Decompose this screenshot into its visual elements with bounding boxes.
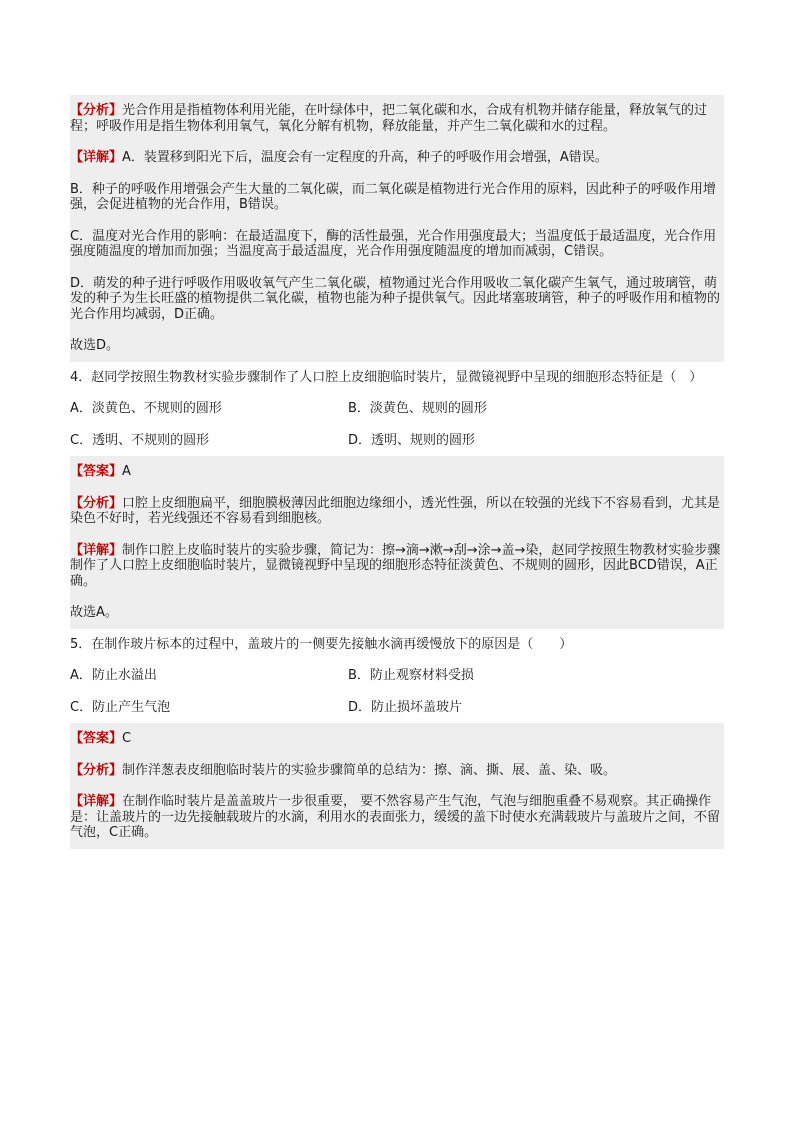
q3-detail-b: B．种子的呼吸作用增强会产生大量的二氧化碳，而二氧化碳是植物进行光合作用的原料，因此种子的呼吸作用增强，会促进植物的光合作用，B错误。 [70, 181, 716, 212]
answer-tag: 【答案】 [70, 731, 123, 746]
q5-analysis [70, 763, 724, 779]
q3-detail-a [70, 150, 724, 166]
q4-analysis-block [70, 488, 724, 535]
q3-detail-a-text: A．装置移到阳光下后，温度会有一定程度的升高，种子的呼吸作用会增强，A错误。 [122, 150, 608, 165]
q4-detail-text: 制作口腔上皮临时装片的实验步骤，简记为：擦→滴→漱→刮→涂→盖→染，赵同学按照生物教材实验步骤制作了人口腔上皮细胞临时装片，显微镜视野中呈现的细胞形态特征淡黄色、不规则的圆形，因此BCD错误，A正确。 [70, 542, 721, 589]
q5-stem: 5．在制作玻片标本的过程中，盖玻片的一侧要先接触水滴再缓慢放下的原因是（ ） [70, 636, 573, 652]
answer-tag: 【答案】 [70, 464, 123, 479]
q5-detail [70, 794, 724, 841]
document-content [70, 95, 724, 849]
q3-analysis-block [70, 95, 724, 142]
q3-choose-block [70, 330, 724, 362]
q4-option-b: B．淡黄色、规则的圆形 [348, 401, 487, 416]
q5-answer [70, 731, 724, 747]
q4-detail [70, 543, 724, 590]
q5-answer-block [70, 723, 724, 755]
q5-detail-text: 在制作临时装片是盖盖玻片一步很重要， 要不然容易产生气泡，气泡与细胞重叠不易观察。其正确操作是：让盖玻片的一边先接触载玻片的水滴，利用水的表面张力，缓缓的盖下时使水充满载玻片与盖玻片之间，不留气泡，C正确。 [70, 794, 721, 840]
q4-stem: 4．赵同学按照生物教材实验步骤制作了人口腔上皮细胞临时装片，显微镜视野中呈现的细胞形态特征是（ ） [70, 369, 703, 385]
q3-detail-b-block [70, 174, 724, 221]
q3-detail-c-block [70, 221, 724, 268]
q3-analysis [70, 103, 724, 134]
q3-analysis-text: 光合作用是指植物体利用光能，在叶绿体中，把二氧化碳和水，合成有机物并储存能量，释放氧气的过程；呼吸作用是指生物体利用氧气，氧化分解有机物，释放能量，并产生二氧化碳和水的过程。 [70, 103, 708, 134]
analysis-tag: 【分析】 [70, 495, 123, 511]
q5-option-b: B．防止观察材料受损 [348, 668, 474, 683]
q4-option-a: A．淡黄色、不规则的圆形 [70, 401, 222, 416]
q5-answer-text: C [122, 731, 132, 746]
q3-detail-a-block [70, 142, 724, 174]
q4-choose-block [70, 597, 724, 629]
q4-choose: 故选A。 [70, 605, 118, 620]
analysis-tag: 【分析】 [70, 762, 123, 778]
q4-option-d: D．透明、规则的圆形 [348, 432, 476, 448]
q5-option-d: D．防止损坏盖玻片 [348, 699, 463, 715]
q3-detail-d-block [70, 268, 724, 331]
detail-tag: 【详解】 [70, 150, 123, 165]
q4-answer-text: A [122, 464, 131, 479]
q3-detail-d: D．萌发的种子进行呼吸作用吸收氧气产生二氧化碳，植物通过光合作用吸收二氧化碳产生氧气，通过玻璃管，萌发的种子为生长旺盛的植物提供二氧化碳，植物也能为种子提供氧气。因此堵塞玻璃管，种子的呼吸作用和植物的光合作用均减弱，D正确。 [70, 275, 721, 322]
q5-analysis-text: 制作洋葱表皮细胞临时装片的实验步骤简单的总结为：擦、滴、撕、展、盖、染、吸。 [122, 762, 617, 778]
q4-answer [70, 464, 724, 480]
q5-option-a: A．防止水溢出 [70, 668, 157, 683]
q5-analysis-block [70, 755, 724, 787]
analysis-tag: 【分析】 [70, 103, 123, 118]
q4-options [70, 393, 724, 456]
q4-answer-block [70, 456, 724, 488]
q4-analysis-text: 口腔上皮细胞扁平，细胞膜极薄因此细胞边缘细小，透光性强，所以在较强的光线下不容易看到，尤其是染色不好时，若光线强还不容易看到细胞核。 [70, 495, 721, 526]
q4-option-c: C．透明、不规则的圆形 [70, 432, 210, 448]
q5-option-c: C．防止产生气泡 [70, 699, 171, 715]
q3-choose: 故选D。 [70, 338, 120, 353]
q4-detail-block [70, 535, 724, 598]
detail-tag: 【详解】 [70, 794, 123, 809]
q5-detail-block [70, 786, 724, 849]
q3-detail-c: C．温度对光合作用的影响：在最适温度下，酶的活性最强，光合作用强度最大；当温度低于最适温度，光合作用强度随温度的增加而加强；当温度高于最适温度，光合作用强度随温度的增加而减弱，C错误。 [70, 228, 717, 259]
q4-analysis [70, 496, 724, 527]
detail-tag: 【详解】 [70, 542, 123, 558]
q5-options [70, 660, 724, 723]
